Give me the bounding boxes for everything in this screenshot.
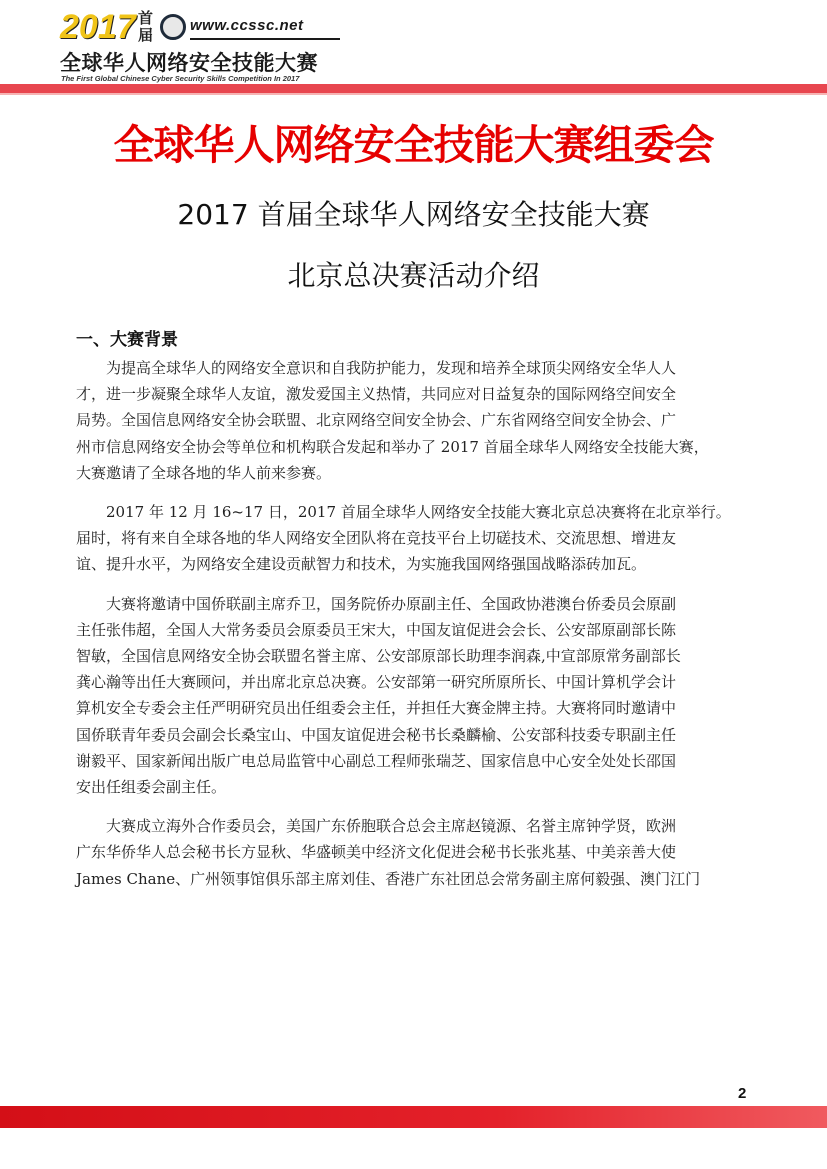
logo-url: www.ccssc.net — [190, 17, 304, 34]
text-line: 谢毅平、国家新闻出版广电总局监管中心副总工程师张瑞芝、国家信息中心安全处处长邵国 — [76, 751, 677, 770]
text-line: 才，进一步凝聚全球华人友谊，激发爱国主义热情，共同应对日益复杂的国际网络空间安全 — [76, 385, 677, 404]
text-line: 龚心瀚等出任大赛顾问，并出席北京总决赛。公安部第一研究所原所长、中国计算机学会计 — [76, 673, 677, 692]
logo-underline — [190, 38, 340, 40]
section-heading-background: 一、大赛背景 — [76, 330, 178, 350]
logo-emblem-icon — [160, 14, 186, 40]
text-line: 2017 年 12 月 16~17 日，2017 首届全球华人网络安全技能大赛北京总决赛将在北京举行。 — [106, 503, 731, 522]
text-line: 安出任组委会副主任。 — [76, 778, 227, 797]
text-line: 州市信息网络安全协会等单位和机构联合发起和举办了 2017 首届全球华人网络安全技能大赛， — [76, 437, 709, 456]
logo-english-subtitle: The First Global Chinese Cyber Security Skills Competition In 2017 — [61, 74, 300, 83]
logo-year: 2017 — [60, 8, 136, 46]
text-line: 届时，将有来自全球各地的华人网络安全团队将在竞技平台上切磋技术、交流思想、增进友 — [76, 529, 677, 548]
organizer-title: 全球华人网络安全技能大赛组委会 — [113, 121, 714, 169]
paragraph-4 — [76, 813, 766, 892]
logo-first-edition: 首届 — [138, 9, 154, 44]
text-line: 算机安全专委会主任严明研究员出任组委会主任，并担任大赛金牌主持。大赛将同时邀请中 — [76, 699, 677, 718]
text-line: 国侨联青年委员会副会长桑宝山、中国友谊促进会秘书长桑麟榆、公安部科技委专职副主任 — [76, 725, 677, 744]
section-body — [76, 355, 766, 905]
document-title-line2: 北京总决赛活动介绍 — [287, 259, 540, 292]
text-line: 大赛邀请了全球各地的华人前来参赛。 — [76, 463, 332, 482]
paragraph-2 — [76, 499, 766, 578]
text-line: 大赛将邀请中国侨联副主席乔卫，国务院侨办原副主任、全国政协港澳台侨委员会原副 — [106, 594, 677, 613]
text-line: 智敏，全国信息网络安全协会联盟名誉主席、公安部原部长助理李润森,中宣部原常务副部长 — [76, 647, 681, 666]
text-line: 谊、提升水平，为网络安全建设贡献智力和技术，为实施我国网络强国战略添砖加瓦。 — [76, 555, 647, 574]
paragraph-3 — [76, 591, 766, 801]
footer-band — [0, 1106, 827, 1128]
text-line: 为提高全球华人的网络安全意识和自我防护能力，发现和培养全球顶尖网络安全华人人 — [106, 359, 677, 377]
competition-logo — [58, 8, 348, 86]
document-title-line1: 2017 首届全球华人网络安全技能大赛 — [177, 198, 650, 231]
header-divider-band — [0, 84, 827, 93]
page-number: 2 — [738, 1085, 747, 1102]
text-line: 局势。全国信息网络安全协会联盟、北京网络空间安全协会、广东省网络空间安全协会、广 — [76, 411, 677, 430]
text-line: 大赛成立海外合作委员会，美国广东侨胞联合总会主席赵镜源、名誉主席钟学贤，欧洲 — [106, 817, 677, 836]
paragraph-1 — [76, 355, 766, 486]
text-line: 广东华侨华人总会秘书长方显秋、华盛顿美中经济文化促进会秘书长张兆基、中美亲善大使 — [76, 843, 677, 862]
text-line: James Chane、广州领事馆俱乐部主席刘佳、香港广东社团总会常务副主席何毅强、澳门江门 — [76, 869, 701, 888]
logo-name: 全球华人网络安全技能大赛 — [60, 51, 318, 75]
text-line: 主任张伟超，全国人大常务委员会原委员王宋大，中国友谊促进会会长、公安部原副部长陈 — [76, 620, 677, 639]
